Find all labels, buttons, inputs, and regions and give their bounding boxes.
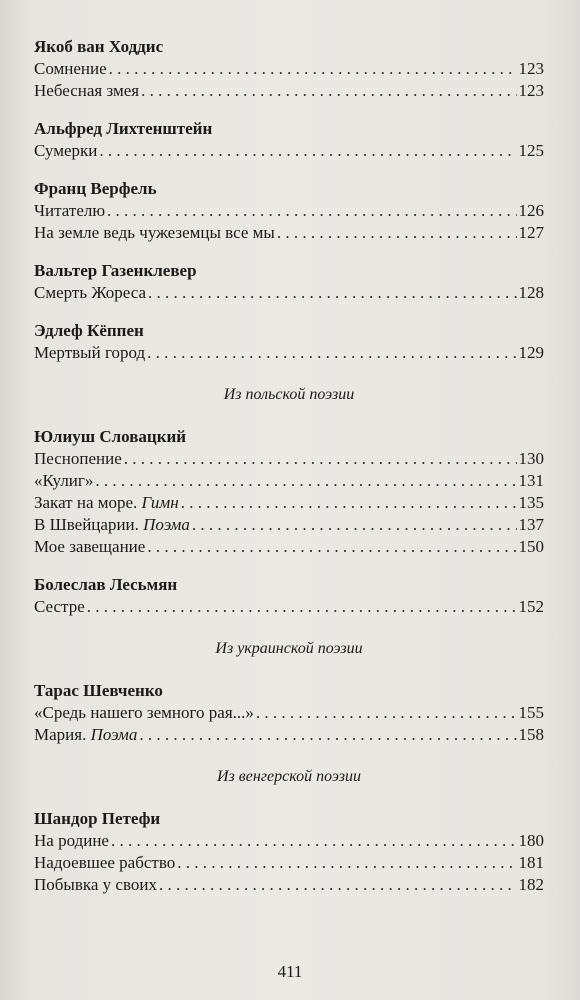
entry-title: Мария. Поэма [34, 725, 138, 744]
entry-title: На земле ведь чужеземцы все мы [34, 223, 275, 242]
toc-entry [34, 140, 544, 162]
section-title: Из венгерской поэзии [217, 768, 361, 785]
toc-entry [34, 58, 544, 80]
entry-page: 125 [518, 141, 544, 160]
author-heading: Болеслав Лесьмян [34, 575, 178, 594]
dot-leader [147, 342, 516, 364]
entry-genre: Поэма [143, 515, 190, 534]
entry-title: Сестре [34, 597, 85, 616]
entry-title: «Средь нашего земного рая...» [34, 703, 254, 722]
table-of-contents [34, 36, 544, 896]
entry-genre: Гимн [141, 493, 179, 512]
entry-page: 123 [518, 81, 544, 100]
dot-leader [139, 724, 516, 746]
section-title: Из польской поэзии [223, 386, 355, 403]
entry-page: 152 [518, 597, 544, 616]
entry-page: 123 [518, 59, 544, 78]
dot-leader [141, 80, 516, 102]
toc-entry [34, 492, 544, 514]
dot-leader [148, 282, 517, 304]
entry-title: Читателю [34, 201, 106, 220]
entry-page: 182 [518, 875, 544, 894]
dot-leader [256, 702, 517, 724]
entry-page: 127 [518, 223, 544, 242]
dot-leader [124, 448, 517, 470]
entry-title: Закат на море. Гимн [34, 493, 179, 512]
entry-title: Песнопение [34, 449, 122, 468]
entry-title: Мое завещание [34, 537, 146, 556]
entry-page: 181 [518, 853, 544, 872]
toc-entry [34, 514, 544, 536]
entry-page: 135 [518, 493, 544, 512]
entry-title: В Швейцарии. Поэма [34, 515, 190, 534]
author-heading: Юлиуш Словацкий [34, 427, 187, 446]
entry-page: 128 [518, 283, 544, 302]
toc-entry [34, 200, 544, 222]
toc-entry [34, 536, 544, 558]
dot-leader [109, 58, 517, 80]
dot-leader [87, 596, 517, 618]
toc-entry [34, 702, 544, 724]
entry-page: 137 [518, 515, 544, 534]
toc-entry [34, 282, 544, 304]
toc-entry [34, 596, 544, 618]
entry-page: 130 [518, 449, 544, 468]
entry-title: Надоевшее рабство [34, 853, 176, 872]
toc-entry [34, 470, 544, 492]
entry-page: 131 [518, 471, 544, 490]
dot-leader [95, 470, 516, 492]
dot-leader [159, 874, 517, 896]
entry-page: 180 [518, 831, 544, 850]
dot-leader [177, 852, 516, 874]
author-heading: Тарас Шевченко [34, 681, 163, 700]
entry-page: 129 [518, 343, 544, 362]
author-heading: Франц Верфель [34, 179, 157, 198]
dot-leader [277, 222, 517, 244]
toc-entry [34, 342, 544, 364]
toc-entry [34, 830, 544, 852]
dot-leader [147, 536, 516, 558]
entry-page: 158 [518, 725, 544, 744]
toc-entry [34, 80, 544, 102]
entry-title: «Кулиг» [34, 471, 94, 490]
toc-entry [34, 874, 544, 896]
author-heading: Якоб ван Ходдис [34, 37, 164, 56]
dot-leader [99, 140, 516, 162]
section-title: Из украинской поэзии [215, 640, 363, 657]
toc-entry [34, 852, 544, 874]
author-heading: Шандор Петефи [34, 809, 161, 828]
author-heading: Альфред Лихтенштейн [34, 119, 213, 138]
entry-page: 150 [518, 537, 544, 556]
entry-genre: Поэма [90, 725, 138, 744]
entry-page: 126 [518, 201, 544, 220]
toc-entry [34, 724, 544, 746]
entry-title: Смерть Жореса [34, 283, 146, 302]
entry-page: 155 [518, 703, 544, 722]
toc-entry [34, 222, 544, 244]
dot-leader [107, 200, 516, 222]
entry-title: Сомнение [34, 59, 107, 78]
dot-leader [111, 830, 517, 852]
entry-title: Сумерки [34, 141, 98, 160]
author-heading: Вальтер Газенклевер [34, 261, 197, 280]
dot-leader [181, 492, 517, 514]
author-heading: Эдлеф Кёппен [34, 321, 144, 340]
toc-entry [34, 448, 544, 470]
entry-title: Небесная змея [34, 81, 140, 100]
entry-title: Побывка у своих [34, 875, 157, 894]
entry-title: Мертвый город [34, 343, 146, 362]
entry-title: На родине [34, 831, 109, 850]
page-number: 411 [277, 962, 303, 981]
dot-leader [192, 514, 517, 536]
